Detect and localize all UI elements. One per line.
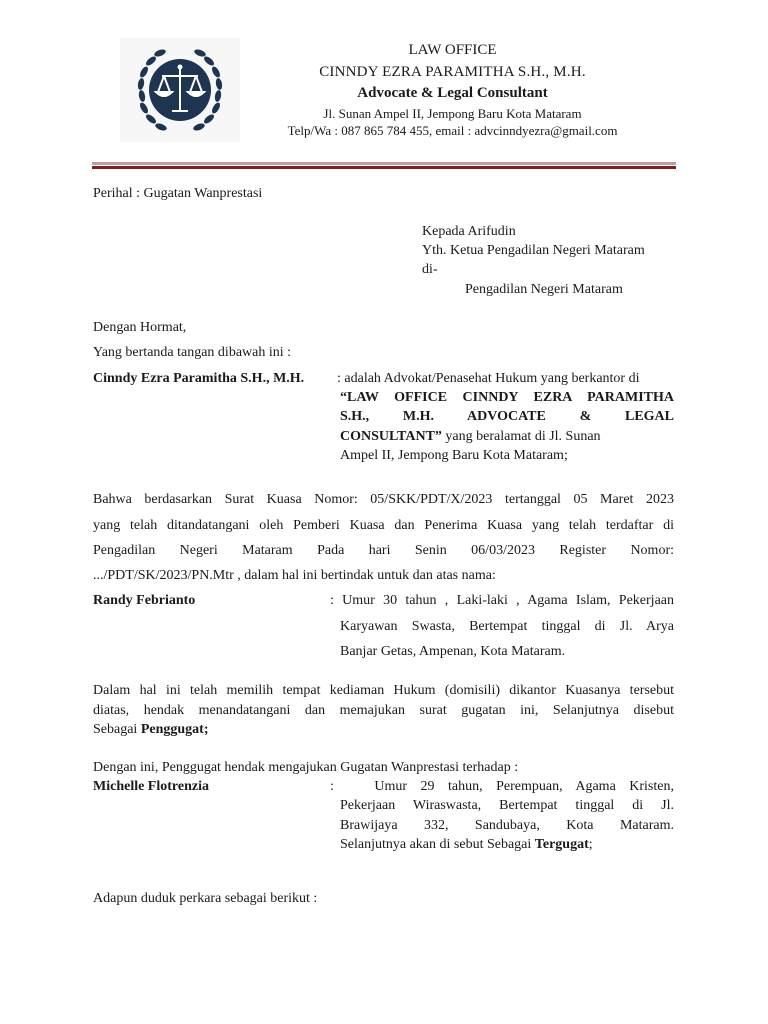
kuasa-line-1: Bahwa berdasarkan Surat Kuasa Nomor: 05/SKK/PDT/X/2023 tertanggal 05 Maret 2023: [93, 492, 674, 507]
header-divider-light: [92, 162, 676, 165]
firm-address: Jl. Sunan Ampel II, Jempong Baru Kota Mataram: [323, 106, 582, 121]
header-divider-dark: [92, 166, 676, 169]
defendant-line-1: : Umur 29 tahun, Perempuan, Agama Kristen,: [330, 779, 674, 794]
advocate-line-4: CONSULTANT” yang beralamat di Jl. Sunan: [340, 429, 601, 444]
firm-name: CINNDY EZRA PARAMITHA S.H., M.H.: [319, 64, 586, 80]
defendant-line-2: Pekerjaan Wiraswasta, Bertempat tinggal di Jl.: [340, 798, 674, 813]
domisili-line-2: diatas, hendak menandatangani dan memajukan surat gugatan ini, Selanjutnya disebut: [93, 703, 674, 718]
recipient-line-4: Pengadilan Negeri Mataram: [465, 282, 623, 297]
gugatan-intro: Dengan ini, Penggugat hendak mengajukan Gugatan Wanprestasi terhadap :: [93, 760, 519, 775]
kuasa-line-3: Pengadilan Negeri Mataram Pada hari Senin 06/03/2023 Register Nomor:: [93, 543, 674, 558]
defendant-line-3: Brawijaya 332, Sandubaya, Kota Mataram.: [340, 818, 674, 833]
advocate-line-2: “LAW OFFICE CINNDY EZRA PARAMITHA: [340, 390, 674, 405]
law-office-logo: [120, 38, 240, 142]
firm-subtitle: Advocate & Legal Consultant: [357, 85, 548, 101]
plaintiff-line-3: Banjar Getas, Ampenan, Kota Mataram.: [340, 644, 566, 659]
scales-of-justice-laurel-icon: [120, 38, 240, 142]
plaintiff-line-1: : Umur 30 tahun , Laki-laki , Agama Islam, Pekerjaan: [330, 593, 674, 608]
kuasa-line-4: .../PDT/SK/2023/PN.Mtr , dalam hal ini bertindak untuk dan atas nama:: [93, 568, 496, 583]
recipient-line-1: Kepada Arifudin: [422, 224, 516, 239]
advocate-line-1: : adalah Advokat/Penasehat Hukum yang berkantor di: [337, 371, 640, 386]
recipient-line-2: Yth. Ketua Pengadilan Negeri Mataram: [422, 243, 645, 258]
greeting: Dengan Hormat,: [93, 320, 187, 335]
domisili-line-3: Sebagai Penggugat;: [93, 722, 209, 737]
domisili-line-1: Dalam hal ini telah memilih tempat kediaman Hukum (domisili) dikantor Kuasanya tersebut: [93, 683, 674, 698]
kuasa-line-2: yang telah ditandatangani oleh Pemberi Kuasa dan Penerima Kuasa yang telah terdaftar di: [93, 518, 674, 533]
advocate-line-5: Ampel II, Jempong Baru Kota Mataram;: [340, 448, 568, 463]
defendant-name: Michelle Flotrenzia: [93, 779, 209, 794]
advocate-name: Cinndy Ezra Paramitha S.H., M.H.: [93, 371, 305, 386]
defendant-line-4: Selanjutnya akan di sebut Sebagai Tergugat;: [340, 837, 593, 852]
recipient-line-3: di-: [422, 262, 438, 277]
closing-line: Adapun duduk perkara sebagai berikut :: [93, 891, 318, 906]
subject-line: Perihal : Gugatan Wanprestasi: [93, 186, 263, 201]
letterhead-title: LAW OFFICE: [408, 42, 497, 58]
advocate-line-3: S.H., M.H. ADVOCATE & LEGAL: [340, 409, 674, 424]
plaintiff-name: Randy Febrianto: [93, 593, 196, 608]
intro-line: Yang bertanda tangan dibawah ini :: [93, 345, 292, 360]
plaintiff-line-2: Karyawan Swasta, Bertempat tinggal di Jl. Arya: [340, 619, 674, 634]
firm-contact: Telp/Wa : 087 865 784 455, email : advcinndyezra@gmail.com: [287, 123, 618, 138]
